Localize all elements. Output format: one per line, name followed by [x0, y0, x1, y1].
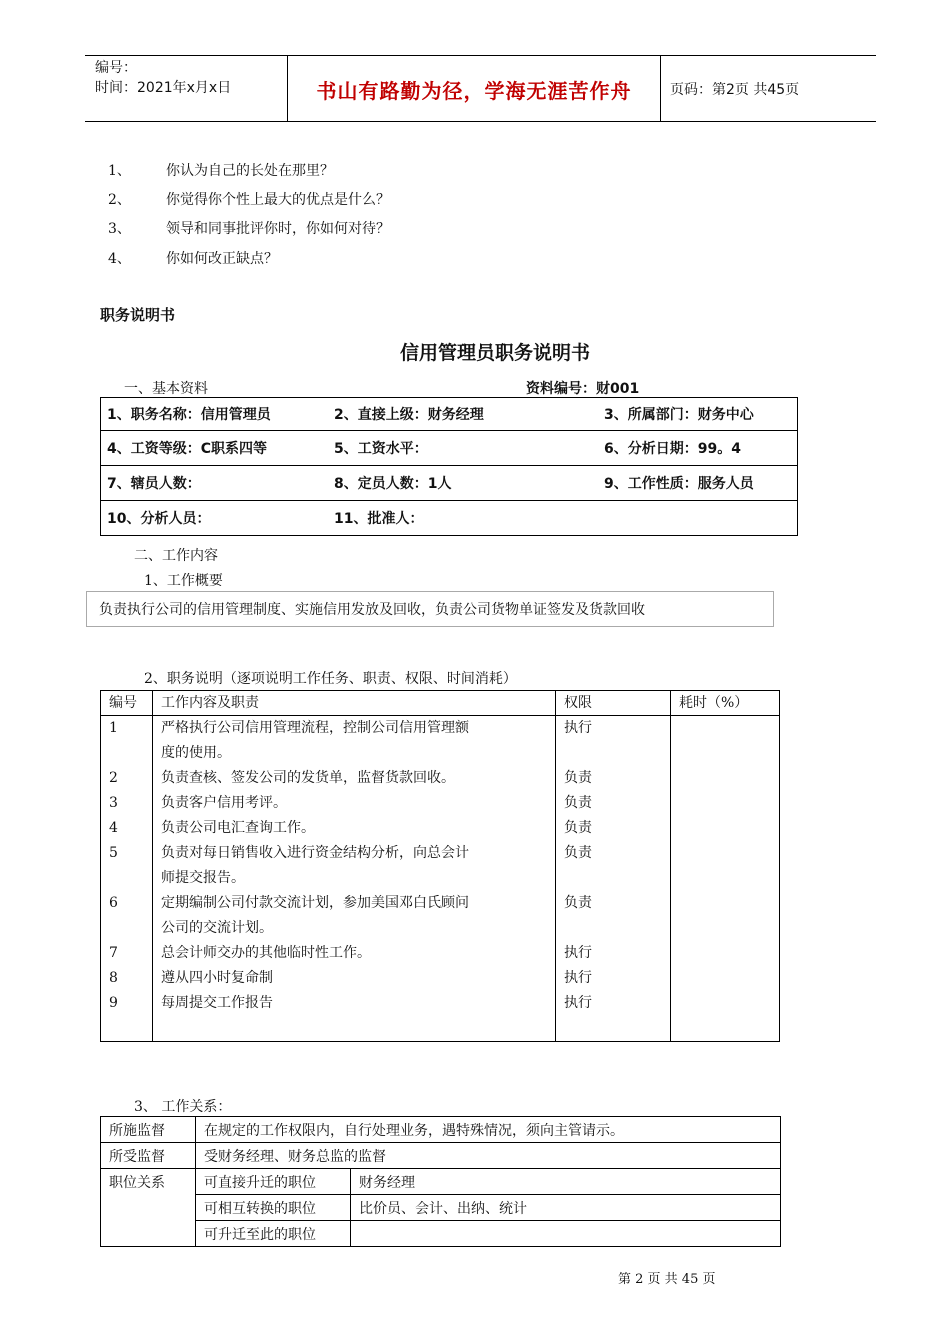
table-cell [598, 501, 798, 536]
duty-authority: 执行 [564, 945, 592, 961]
basic-info-heading: 一、基本资料 [124, 381, 208, 397]
duty-authority: 执行 [564, 720, 592, 736]
question-item [108, 218, 390, 238]
duty-authority: 负责 [564, 845, 592, 861]
duty-text: 师提交报告。 [161, 870, 245, 886]
duty-authority: 负责 [564, 895, 592, 911]
question-item [108, 160, 334, 180]
relation-label: 职位关系 [101, 1169, 196, 1195]
duty-number: 2 [109, 770, 118, 786]
duty-authority: 负责 [564, 795, 592, 811]
header-time: 时间：2021年x月x日 [95, 80, 232, 96]
duty-text: 负责客户信用考评。 [161, 795, 287, 811]
duty-number: 4 [109, 820, 118, 836]
table-cell: 10、分析人员： [101, 501, 329, 536]
relation-value: 在规定的工作权限内，自行处理业务，遇特殊情况，须向主管请示。 [196, 1117, 781, 1143]
duty-authority: 执行 [564, 970, 592, 986]
position-label: 可相互转换的职位 [196, 1195, 351, 1221]
table-row [101, 398, 798, 431]
position-value: 财务经理 [351, 1169, 781, 1195]
table-row [101, 431, 798, 466]
work-overview-box: 负责执行公司的信用管理制度、实施信用发放及回收，负责公司货物单证签发及货款回收 [86, 591, 774, 627]
column-header: 工作内容及职责 [153, 691, 556, 716]
duties-heading: 2、职务说明（逐项说明工作任务、职责、权限、时间消耗） [144, 671, 517, 687]
table-cell: 11、批准人： [328, 501, 598, 536]
relation-label: 所受监督 [101, 1143, 196, 1169]
table-row [101, 716, 780, 1042]
relation-value: 受财务经理、财务总监的监督 [196, 1143, 781, 1169]
table-cell: 2、直接上级：财务经理 [328, 398, 598, 431]
column-header: 编号 [101, 691, 153, 716]
question-text: 你觉得你个性上最大的优点是什么？ [166, 192, 390, 208]
header-motto: 书山有路勤为径，学海无涯苦作舟 [316, 78, 632, 103]
column-header: 耗时（%） [671, 691, 780, 716]
duty-number: 6 [109, 895, 118, 911]
duty-number: 7 [109, 945, 118, 961]
duty-authority: 负责 [564, 820, 592, 836]
table-cell: 1、职务名称：信用管理员 [101, 398, 329, 431]
duty-text: 遵从四小时复命制 [161, 970, 273, 986]
duty-number: 3 [109, 795, 118, 811]
header-page-number: 页码：第2页 共45页 [670, 82, 800, 98]
header-number: 编号： [95, 60, 137, 76]
table-row [101, 1117, 781, 1143]
duty-number-column [101, 716, 153, 1042]
duty-number: 8 [109, 970, 118, 986]
table-row [101, 1195, 781, 1221]
question-text: 你如何改正缺点？ [166, 251, 278, 267]
table-row [101, 501, 798, 536]
duty-text: 定期编制公司付款交流计划，参加美国邓白氏顾问 [161, 895, 469, 911]
duty-authority: 负责 [564, 770, 592, 786]
spacer [109, 866, 144, 891]
duty-text: 度的使用。 [161, 745, 231, 761]
duty-time-column [671, 716, 780, 1042]
relation-label-continued [101, 1195, 196, 1221]
spacer [564, 741, 662, 766]
relations-heading: 3、 工作关系： [134, 1099, 232, 1115]
duty-text: 负责查核、签发公司的发货单，监督货款回收。 [161, 770, 455, 786]
basic-info-table [100, 397, 798, 536]
table-row [101, 466, 798, 501]
duty-text: 总会计师交办的其他临时性工作。 [161, 945, 371, 961]
question-text: 你认为自己的长处在那里？ [166, 163, 334, 179]
duty-authority: 执行 [564, 995, 592, 1011]
table-cell: 6、分析日期：99。4 [598, 431, 798, 466]
relation-label: 所施监督 [101, 1117, 196, 1143]
position-label: 可直接升迁的职位 [196, 1169, 351, 1195]
spacer [564, 866, 662, 891]
header-meta [95, 58, 231, 98]
table-cell: 5、工资水平： [328, 431, 598, 466]
question-item [108, 248, 278, 268]
duty-text: 每周提交工作报告 [161, 995, 273, 1011]
duty-number: 5 [109, 845, 118, 861]
page-footer: 第 2 页 共 45 页 [618, 1272, 716, 1287]
duty-content-column [153, 716, 556, 1042]
duty-number: 1 [109, 720, 118, 736]
table-row [101, 1221, 781, 1247]
duty-authority-column [556, 716, 671, 1042]
table-row [101, 1169, 781, 1195]
duty-text: 负责公司电汇查询工作。 [161, 820, 315, 836]
duty-text: 负责对每日销售收入进行资金结构分析，向总会计 [161, 845, 469, 861]
question-item [108, 189, 390, 209]
table-cell: 7、辖员人数： [101, 466, 329, 501]
question-number: 1、 [108, 163, 131, 179]
position-label: 可升迁至此的职位 [196, 1221, 351, 1247]
position-value [351, 1221, 781, 1247]
spacer [564, 916, 662, 941]
question-number: 2、 [108, 192, 131, 208]
document-title: 信用管理员职务说明书 [399, 342, 590, 364]
document-number: 资料编号：财001 [526, 381, 640, 397]
question-text: 领导和同事批评你时，你如何对待？ [166, 221, 390, 237]
duty-number: 9 [109, 995, 118, 1011]
position-value: 比价员、会计、出纳、统计 [351, 1195, 781, 1221]
table-cell: 8、定员人数：1人 [328, 466, 598, 501]
spacer [109, 916, 144, 941]
table-cell: 9、工作性质：服务人员 [598, 466, 798, 501]
question-number: 4、 [108, 251, 131, 267]
section-title: 职务说明书 [100, 306, 176, 324]
header-divider-right [660, 56, 661, 122]
relation-label-continued [101, 1221, 196, 1247]
work-overview-heading: 1、工作概要 [144, 573, 223, 589]
relations-table [100, 1116, 781, 1247]
work-content-heading: 二、工作内容 [134, 548, 218, 564]
table-cell: 4、工资等级：C职系四等 [101, 431, 329, 466]
table-row [101, 1143, 781, 1169]
column-header: 权限 [556, 691, 671, 716]
duties-table [100, 690, 780, 1042]
table-cell: 3、所属部门：财务中心 [598, 398, 798, 431]
table-header-row [101, 691, 780, 716]
spacer [109, 741, 144, 766]
duty-text: 公司的交流计划。 [161, 920, 273, 936]
question-number: 3、 [108, 221, 131, 237]
duty-text: 严格执行公司信用管理流程，控制公司信用管理额 [161, 720, 469, 736]
